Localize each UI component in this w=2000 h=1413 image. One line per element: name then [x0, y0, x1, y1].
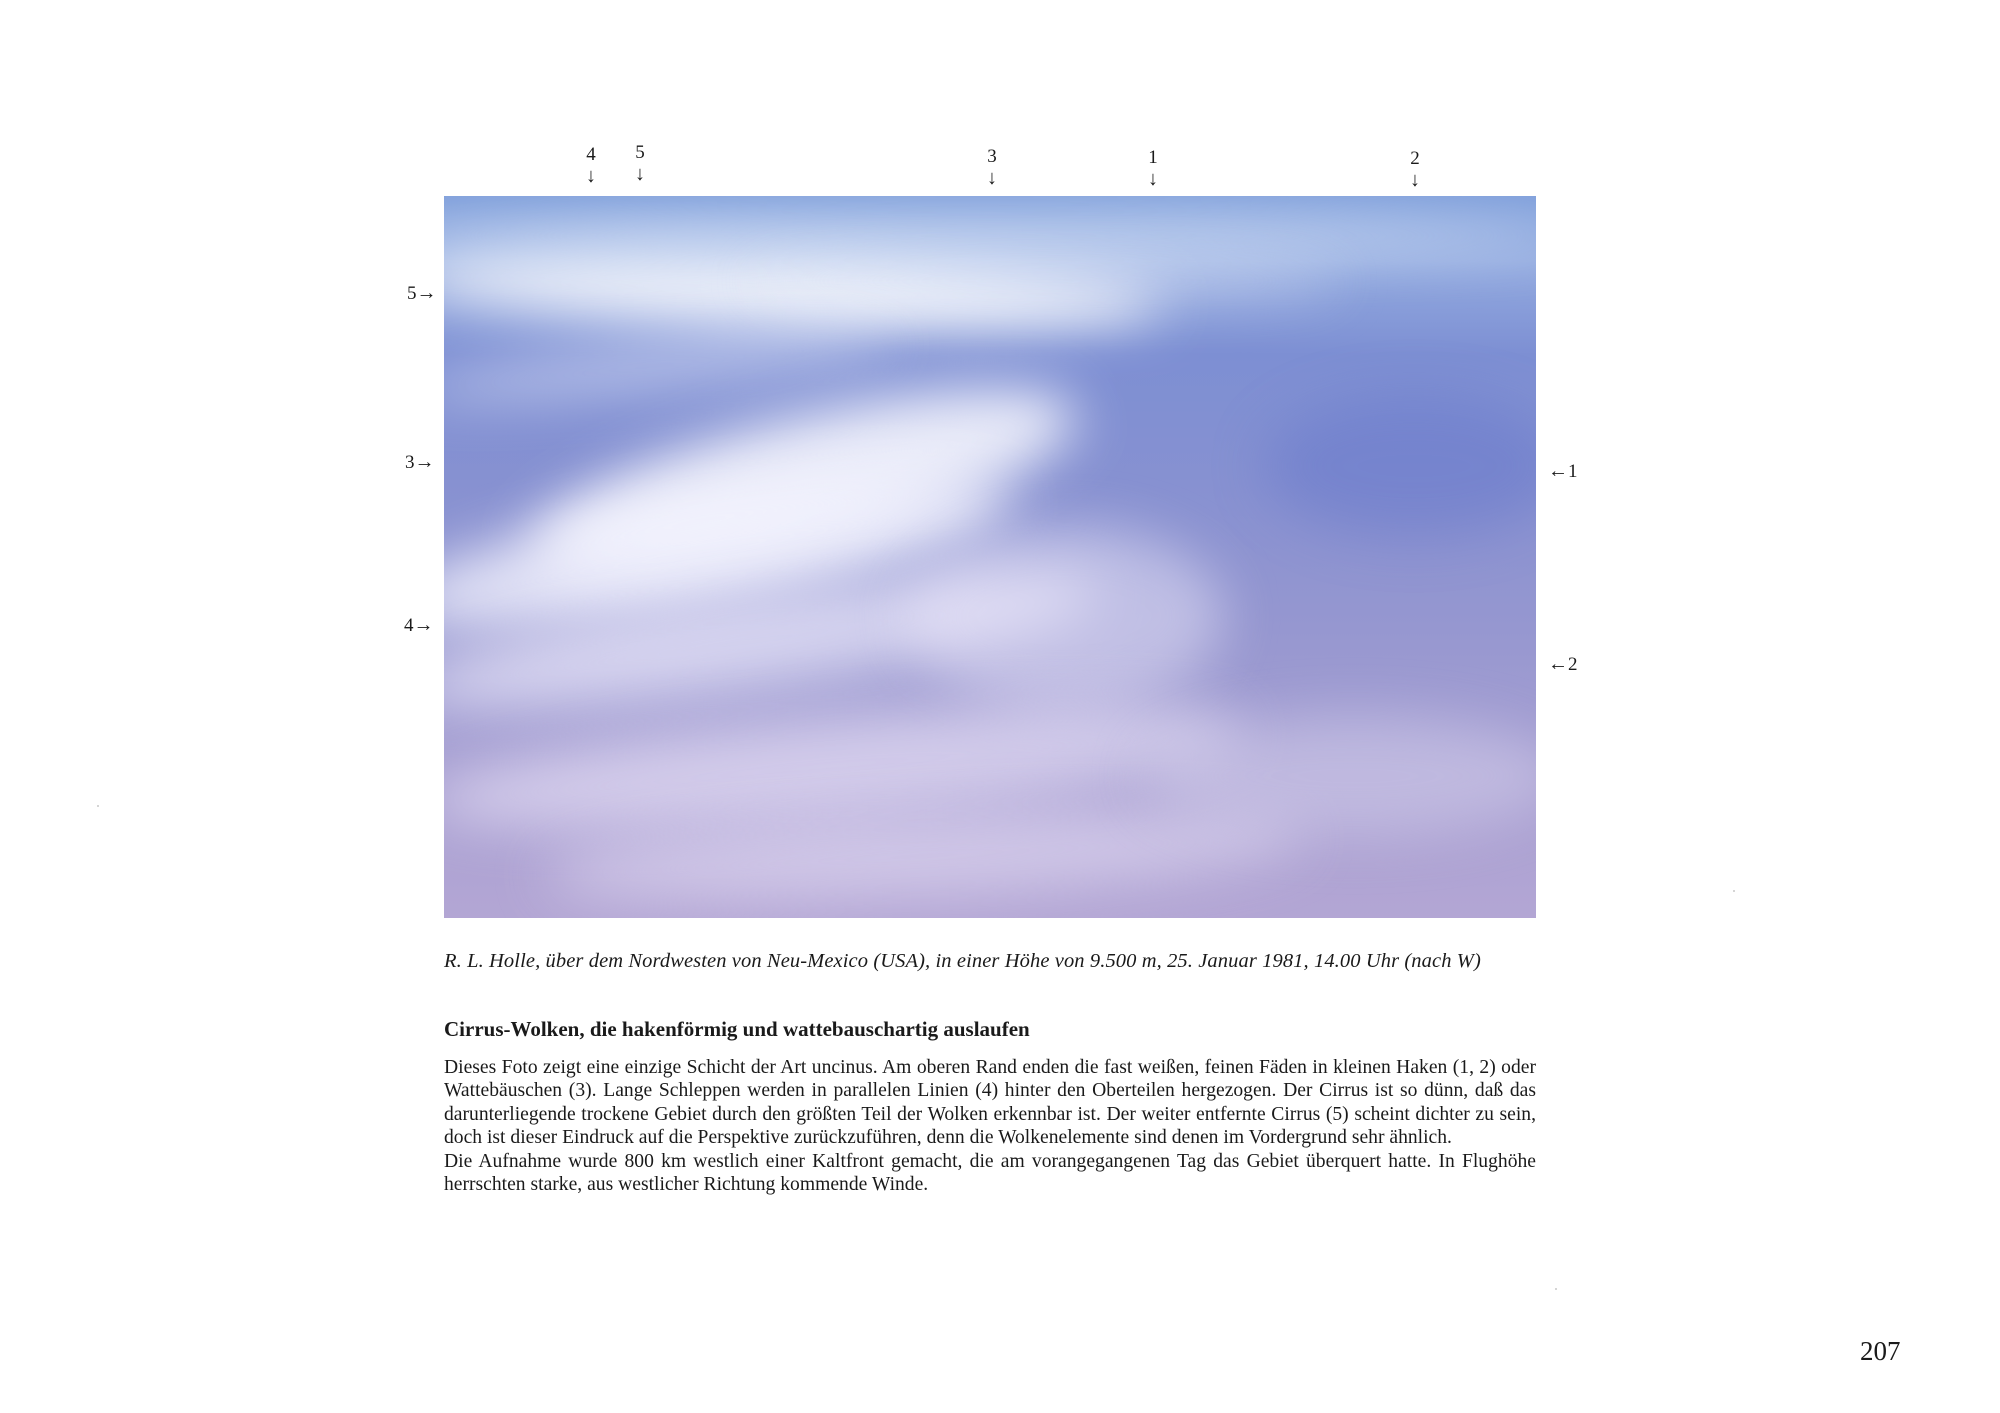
- paper-speck: [1555, 1288, 1557, 1290]
- top-marker-1: [1138, 148, 1168, 189]
- body-text: [444, 1056, 1536, 1196]
- left-arrow-icon: ←: [1548, 460, 1568, 482]
- left-arrow-icon: ←: [1548, 653, 1568, 675]
- down-arrow-icon: ↓: [635, 163, 645, 185]
- paper-speck: [1733, 890, 1735, 892]
- right-arrow-icon: →: [413, 614, 434, 636]
- marker-label: 1: [1568, 461, 1578, 482]
- marker-label: 3: [987, 146, 997, 167]
- right-marker-1: [1548, 461, 1578, 481]
- down-arrow-icon: ↓: [1148, 168, 1158, 190]
- section-heading: Cirrus-Wolken, die hakenförmig und wattebauschartig auslaufen: [444, 1017, 1030, 1041]
- down-arrow-icon: ↓: [1410, 169, 1420, 191]
- right-arrow-icon: →: [416, 282, 437, 304]
- left-marker-5: [407, 283, 437, 303]
- top-marker-5: [625, 143, 655, 184]
- right-arrow-icon: →: [414, 451, 435, 473]
- paragraph: Dieses Foto zeigt eine einzige Schicht der Art uncinus. Am oberen Rand enden die fast weißen, feinen Fäden in kleinen Haken (1, 2) oder Wattebäuschen (3). Lange Schleppen werden in parallelen Linien (4) hinter den Oberteilen hergezogen. Der Cirrus ist so dünn, daß das darunterliegende trockene Gebiet durch den größten Teil der Wolken erkennbar ist. Der weiter entfernte Cirrus (5) scheint dichter zu sein, doch ist dieser Eindruck auf die Perspektive zurückzuführen, denn die Wolkenelemente sind denen im Vordergrund sehr ähnlich.: [444, 1057, 1536, 1149]
- marker-label: 1: [1148, 147, 1158, 168]
- marker-label: 2: [1568, 654, 1578, 675]
- down-arrow-icon: ↓: [586, 165, 596, 187]
- photo-caption: R. L. Holle, über dem Nordwesten von Neu-Mexico (USA), in einer Höhe von 9.500 m, 25. Januar 1981, 14.00 Uhr (nach W): [444, 950, 1481, 972]
- down-arrow-icon: ↓: [987, 167, 997, 189]
- paragraph: Die Aufnahme wurde 800 km westlich einer Kaltfront gemacht, die am vorangegangenen Tag das Gebiet überquert hatte. In Flughöhe herrschten starke, aus westlicher Richtung kommende Winde.: [444, 1150, 1536, 1196]
- top-marker-4: [576, 145, 606, 186]
- marker-label: 4: [404, 615, 414, 636]
- marker-label: 5: [635, 142, 645, 163]
- marker-label: 2: [1410, 148, 1420, 169]
- cirrus-cloud-photo: [444, 196, 1536, 918]
- marker-label: 3: [405, 452, 415, 473]
- page-number: 207: [1860, 1336, 1901, 1366]
- top-marker-2: [1400, 149, 1430, 190]
- top-marker-3: [977, 147, 1007, 188]
- left-marker-3: [405, 452, 435, 472]
- paper-speck: [97, 805, 99, 807]
- left-marker-4: [404, 615, 434, 635]
- marker-label: 5: [407, 283, 417, 304]
- marker-label: 4: [586, 144, 596, 165]
- right-marker-2: [1548, 654, 1578, 674]
